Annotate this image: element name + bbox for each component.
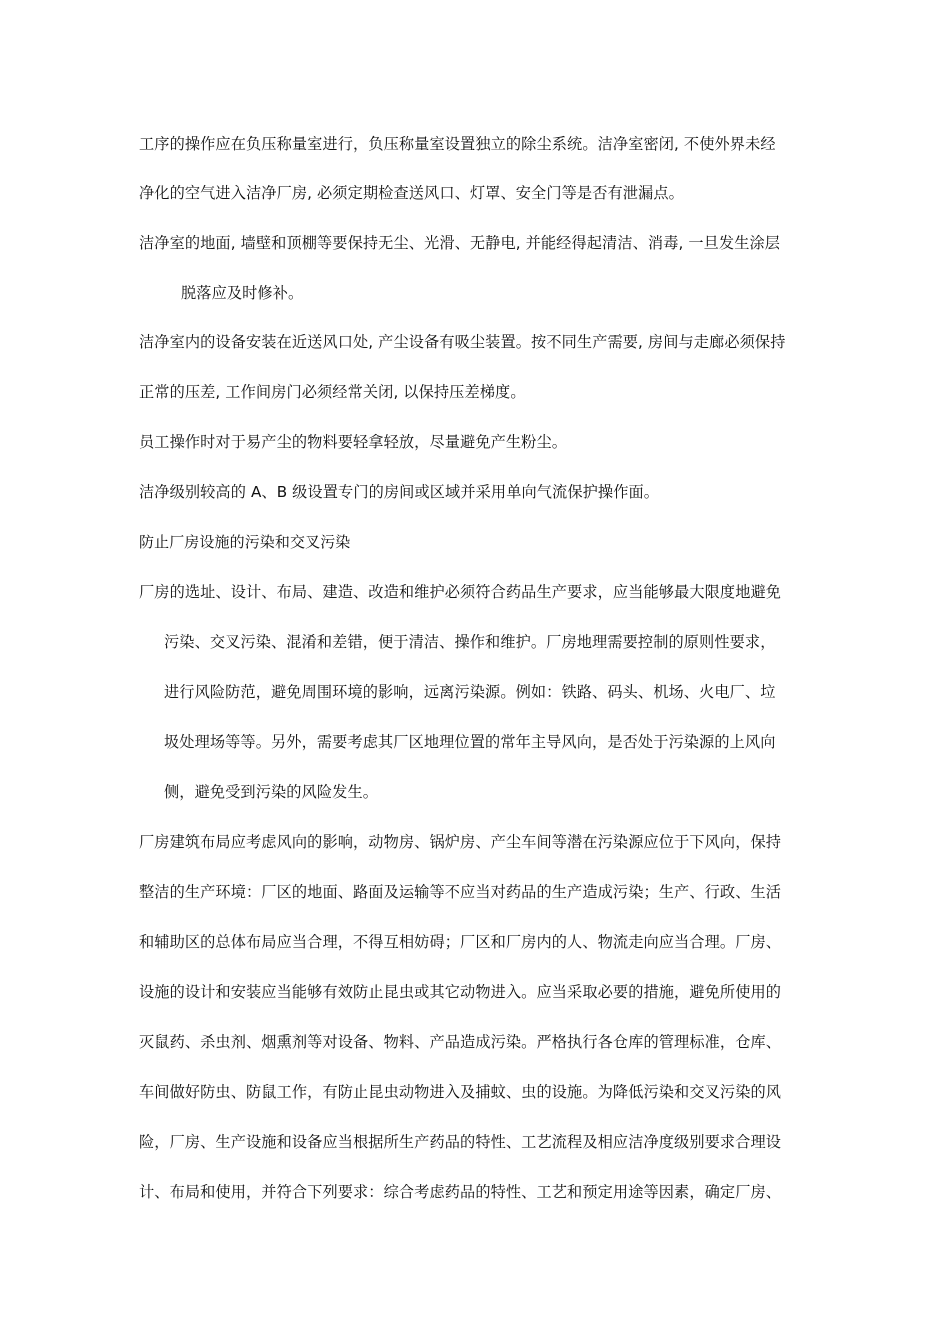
text-line-17: 和辅助区的总体布局应当合理，不得互相妨碍；厂区和厂房内的人、物流走向应当合理。厂房、 (139, 933, 782, 951)
text-line-4: 脱落应及时修补。 (181, 284, 304, 302)
text-line-19: 灭鼠药、杀虫剂、烟熏剂等对设备、物料、产品造成污染。严格执行各仓库的管理标准，仓库、 (139, 1033, 782, 1051)
text-line-16: 整洁的生产环境：厂区的地面、路面及运输等不应当对药品的生产造成污染；生产、行政、生活 (139, 883, 782, 901)
text-line-10: 厂房的选址、设计、布局、建造、改造和维护必须符合药品生产要求，应当能够最大限度地避免 (139, 583, 782, 601)
text-line-21: 险，厂房、生产设施和设备应当根据所生产药品的特性、工艺流程及相应洁净度级别要求合理设 (139, 1133, 782, 1151)
text-line-15: 厂房建筑布局应考虑风向的影响，动物房、锅炉房、产尘车间等潜在污染源应位于下风向，保持 (139, 833, 782, 851)
text-line-22: 计、布局和使用，并符合下列要求：综合考虑药品的特性、工艺和预定用途等因素，确定厂房、 (139, 1183, 782, 1201)
text-line-5: 洁净室内的设备安装在近送风口处, 产尘设备有吸尘装置。按不同生产需要, 房间与走廊必须保持 (139, 333, 786, 351)
text-line-11: 污染、交叉污染、混淆和差错，便于清洁、操作和维护。厂房地理需要控制的原则性要求， (164, 633, 776, 651)
text-line-6: 正常的压差, 工作间房门必须经常关闭, 以保持压差梯度。 (139, 383, 526, 401)
text-line-13: 圾处理场等等。另外，需要考虑其厂区地理位置的常年主导风向，是否处于污染源的上风向 (164, 733, 776, 751)
text-line-7: 员工操作时对于易产尘的物料要轻拿轻放，尽量避免产生粉尘。 (139, 433, 568, 451)
text-line-2: 净化的空气进入洁净厂房, 必须定期检查送风口、灯罩、安全门等是否有泄漏点。 (139, 184, 684, 202)
text-line-20: 车间做好防虫、防鼠工作，有防止昆虫动物进入及捕蚊、虫的设施。为降低污染和交叉污染的风 (139, 1083, 782, 1101)
text-line-1: 工序的操作应在负压称量室进行，负压称量室设置独立的除尘系统。洁净室密闭, 不使外界未经 (139, 135, 776, 153)
text-line-14: 侧，避免受到污染的风险发生。 (164, 783, 379, 801)
text-line-18: 设施的设计和安装应当能够有效防止昆虫或其它动物进入。应当采取必要的措施，避免所使用的 (139, 983, 782, 1001)
text-line-12: 进行风险防范，避免周围环境的影响，远离污染源。例如：铁路、码头、机场、火电厂、垃 (164, 683, 776, 701)
section-heading: 防止厂房设施的污染和交叉污染 (139, 533, 351, 551)
text-line-3: 洁净室的地面, 墙壁和顶棚等要保持无尘、光滑、无静电, 并能经得起清洁、消毒, 一旦发生涂层 (139, 234, 781, 252)
text-line-8: 洁净级别较高的 A、B 级设置专门的房间或区域并采用单向气流保护操作面。 (139, 483, 660, 501)
